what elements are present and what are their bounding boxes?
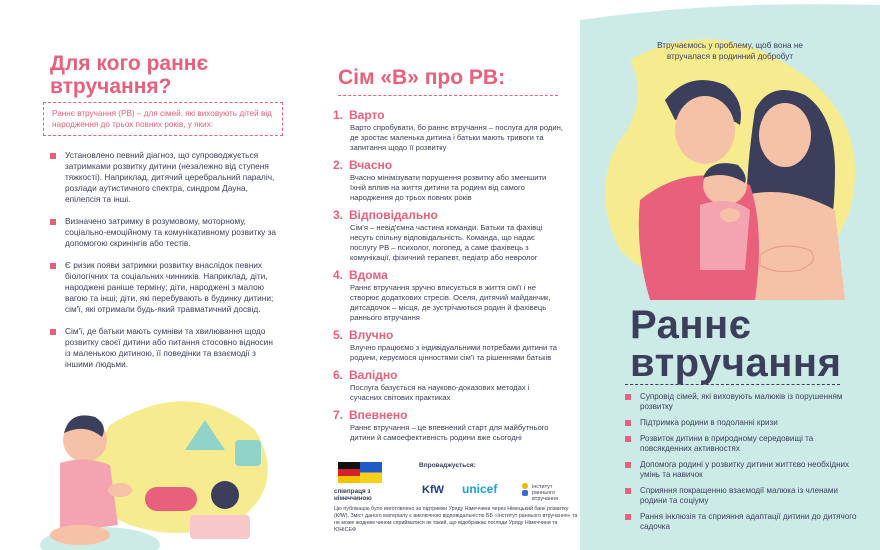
bullet-icon	[625, 488, 631, 494]
item-number: 7.	[333, 408, 344, 422]
bullet-icon	[625, 394, 631, 400]
item-number: 5.	[333, 328, 344, 342]
service-item	[625, 512, 860, 532]
item-heading: Вдома	[349, 268, 388, 282]
child-playing-illustration	[40, 385, 280, 550]
divider	[625, 384, 840, 385]
criteria-item	[50, 326, 280, 370]
item-number: 3.	[333, 208, 344, 222]
seven-v-item	[333, 208, 563, 263]
unicef-logo: unicef	[462, 482, 498, 496]
service-text: Сприяння покращенню взаємодії малюка із членами родини та соціуму	[640, 486, 839, 505]
item-text: Раннє втручання – це впевнений старт для майбутнього дитини й самоефективність родини вже сьогодні	[350, 423, 549, 442]
institute-icon	[520, 482, 530, 496]
service-item	[625, 486, 860, 506]
item-number: 6.	[333, 368, 344, 382]
bullet-icon	[50, 219, 56, 225]
cooperation-germany-logo: співпраця з німеччиною	[334, 488, 372, 502]
service-text: Допомога родині у розвитку дитини життєво необхідних умінь та навичок	[640, 460, 850, 479]
criteria-list	[50, 150, 280, 381]
bullet-icon	[625, 420, 631, 426]
item-text: Вчасно мінімізувати порушення розвитку або зменшити їхній вплив на життя дитини та родини від самого народження до трьох повних років	[350, 173, 547, 202]
middle-column	[300, 0, 580, 550]
criteria-text: Сім'ї, де батьки мають сумніви та хвилювання щодо розвитку своєї дитини або питання стосовно відносин із маленькою дитиною, її поведінки та взаємодії з іншими людьми.	[65, 326, 273, 369]
cover-title-line: втручання	[630, 341, 842, 385]
service-text: Підтримка родини в подоланні кризи	[640, 418, 778, 427]
service-item	[625, 392, 860, 412]
service-text: Розвиток дитини в природному середовищі та повсякденних активностях	[640, 434, 814, 453]
service-text: Супровід сімей, які виховують малюків із порушенням розвитку	[640, 392, 843, 411]
item-text: Раннє втручання зручно вписується в життя сім'ї і не створює додаткових стресів. Оселя, дитячий майданчик, дитсадочок – місця, де зустрічаються родин й фахівець раннього втручання	[350, 283, 551, 322]
item-number: 4.	[333, 268, 344, 282]
cover-title	[630, 303, 870, 385]
seven-v-item	[333, 408, 563, 443]
kfw-logo: KfW	[422, 484, 444, 496]
item-heading: Впевнено	[349, 408, 408, 422]
seven-v-item	[333, 368, 563, 403]
bullet-icon	[50, 263, 56, 269]
item-heading: Відповідально	[349, 208, 438, 222]
bullet-icon	[625, 462, 631, 468]
seven-v-item	[333, 328, 563, 363]
divider	[338, 95, 558, 96]
service-text: Рання інклюзія та сприяння адаптації дитини до дитячого садочка	[640, 512, 857, 531]
seven-v-item	[333, 108, 563, 153]
criteria-item	[50, 260, 280, 315]
item-text: Варто спробувати, бо раннє втручання – послуга для родин, де зростає маленька дитина і батьки мають тривоги та запитання щодо її розвитку	[350, 123, 563, 152]
disclaimer-text: Цю публікацію було виготовлено за підтримки Уряду Німеччини через Німецький банк розвитку (KfW). Зміст даного матеріалу є виключною відповідальністю ББ «Інститут раннього втручання» та не може жодним чином сприйматися як такий, що відображає погляди Уряду Німеччини та ЮНІСЕФ	[334, 506, 578, 533]
item-text: Послуга базується на науково-доказових методах і сучасних світових практиках	[350, 383, 530, 402]
seven-v-title: Сім «В» про РВ:	[338, 66, 506, 89]
item-heading: Вчасно	[349, 158, 393, 172]
item-heading: Влучно	[349, 328, 394, 342]
item-heading: Варто	[349, 108, 385, 122]
bullet-icon	[50, 153, 56, 159]
tagline: Втручаємось у проблему, щоб вона не втручалася в родинний добробут	[657, 41, 803, 61]
left-column	[0, 0, 300, 550]
criteria-text: Визначено затримку в розумовому, моторному, соціально-емоційному та комунікативному розвитку за допомогою скринінгів або тестів.	[65, 216, 277, 248]
right-column-cover	[580, 0, 880, 550]
partner-logos	[334, 460, 579, 502]
bullet-icon	[625, 514, 631, 520]
criteria-text: Є ризик появи затримки розвитку внаслідок певних біологічних та соціальних чинників. Наприклад, діти, народжені раніше терміну; діти, народжені з малою вагою та інші; діти, які перебувають в будинку дитини; сім'ї, які отримали будь-який травматичний досвід.	[65, 260, 274, 314]
bullet-icon	[625, 436, 631, 442]
service-item	[625, 418, 860, 428]
criteria-item	[50, 150, 280, 205]
seven-v-item	[333, 158, 563, 203]
left-intro-box: Раннє втручання (РВ) – для сімей, які виховують дітей від народження до трьох повних років, у яких:	[43, 102, 283, 136]
seven-v-item	[333, 268, 563, 323]
flags-icon	[338, 462, 384, 486]
service-item	[625, 434, 860, 454]
institute-logo: інститут раннього втручання	[532, 484, 559, 502]
supported-by-label: Впроваджується:	[419, 462, 476, 469]
services-list	[625, 392, 860, 538]
item-text: Влучно працюємо з індивідуальними потребами дитини та родини, керуємося цінностями сім'ї та рішеннями батьків	[350, 343, 557, 362]
bullet-icon	[50, 329, 56, 335]
seven-v-list	[333, 108, 563, 448]
criteria-text: Установлено певний діагноз, що супроводжується затримками розвитку дитини (незалежно від ступеня тяжкості). Наприклад, дитячий церебральний параліч, розлади аутистичного спектра, синдром Дауна, епілепсія та інші.	[65, 150, 275, 204]
cover-title-line: Раннє	[630, 303, 752, 347]
item-number: 2.	[333, 158, 344, 172]
item-heading: Валідно	[349, 368, 398, 382]
item-text: Сім'я – невід'ємна частина команди. Батьки та фахівці несуть спільну відповідальність. Команда, що надає послугу РВ – психолог, логопед, а саме фахівець з комунікації, фізичний терапевт, педіатр або невролог	[350, 223, 543, 262]
criteria-item	[50, 216, 280, 249]
item-number: 1.	[333, 108, 344, 122]
service-item	[625, 460, 860, 480]
left-title: Для кого раннє втручання?	[50, 52, 209, 98]
